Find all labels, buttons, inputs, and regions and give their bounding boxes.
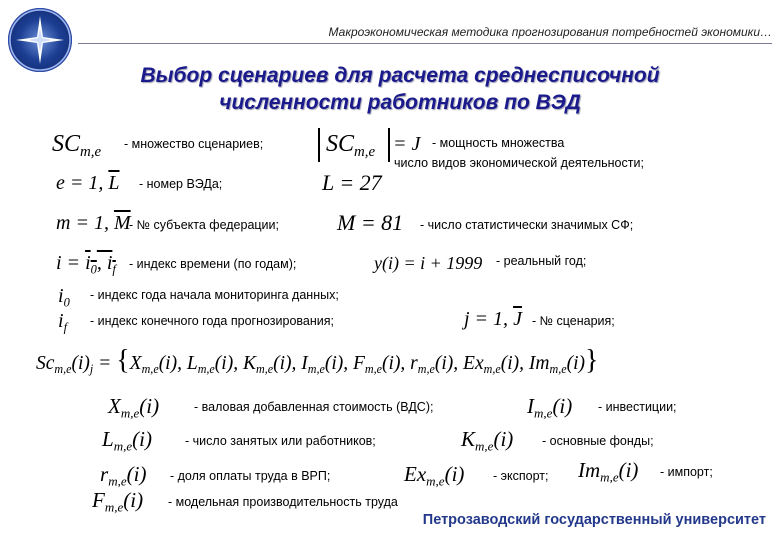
formula-sc: $SC_{m,e}$ (52, 131, 102, 161)
def-Ex-text: - экспорт; (493, 469, 549, 483)
formula-i: $i = i_0$, $i_f$ (56, 252, 116, 277)
formula-scenario-set: $Sc_{m,e}(i)_j = \{X_{m,e}(i)$, $L_{m,e}(i)$, $K_{m,e}(i)$, $I_{m,e}(i)$, $F_{m,e}(i)$, $r_{m,e}(i)$, $Ex_{m,e}(i)$, $Im_{m,e}(i)$} (36, 345, 599, 377)
def-sc-text: - множество сценариев; (124, 137, 264, 151)
slide-title-line-1: Выбор сценариев для расчета среднесписочной (140, 64, 660, 87)
formula-if: $i_f$ (58, 310, 68, 335)
abs-bar-right (388, 128, 390, 162)
formula-M: M = 81 (337, 210, 404, 235)
def-card-text2: число видов экономической деятельности; (394, 156, 644, 170)
formula-Im: $Im_{m,e}(i)$ (578, 458, 639, 485)
formula-X: $X_{m,e}(i)$ (108, 394, 160, 421)
def-card-text1: - мощность множества (432, 136, 565, 150)
formula-Ex: $Ex_{m,e}(i)$ (404, 462, 465, 489)
def-i0-text: - индекс года начала мониторинга данных; (90, 288, 339, 302)
formula-cardinality: $SC_{m,e}$ (326, 131, 376, 161)
formula-i0: $i_0$ (58, 285, 70, 310)
slide-title-line-2: численности работников по ВЭД (219, 91, 581, 114)
def-if-text: - индекс конечного года прогнозирования; (90, 314, 335, 328)
footer-university: Петрозаводский государственный университет (422, 512, 766, 528)
def-K-text: - основные фонды; (542, 434, 654, 448)
formula-cardinality-eq: = J (393, 133, 421, 155)
def-L-text: - число занятых или работников; (185, 434, 376, 448)
def-X-text: - валовая добавленная стоимость (ВДС); (194, 400, 434, 414)
def-r-text: - доля оплаты труда в ВРП; (170, 469, 331, 483)
def-j-text: - № сценария; (532, 314, 615, 328)
def-m-text: - № субъекта федерации; (129, 218, 279, 232)
formula-e: e = 1, $\overline{L}$ (56, 172, 120, 194)
formula-m: m = 1, $\overline{M}$ (56, 212, 131, 234)
formula-L: L = 27 (322, 170, 382, 195)
formula-L-var: $L_{m,e}(i)$ (102, 427, 152, 454)
def-e-text: - номер ВЭДа; (139, 177, 223, 191)
formula-F: $F_{m,e}(i)$ (92, 488, 144, 515)
header-divider (78, 43, 772, 44)
def-F-text: - модельная производительность труда (168, 495, 398, 509)
slide-title (60, 62, 740, 116)
formula-y: y(i) = i + 1999 (374, 253, 483, 273)
def-i-text: - индекс времени (по годам); (129, 257, 297, 271)
abs-bar-left (318, 128, 320, 162)
formula-j: j = 1, $\overline{J}$ (464, 308, 522, 330)
def-M-text: - число статистически значимых СФ; (420, 218, 634, 232)
header-title: Макроэкономическая методика прогнозирования потребностей экономики… (328, 25, 772, 39)
formula-K: $K_{m,e}(i)$ (461, 427, 514, 454)
def-y-text: - реальный год; (496, 254, 587, 268)
formula-I: $I_{m,e}(i)$ (527, 394, 573, 421)
def-Im-text: - импорт; (660, 465, 713, 479)
def-I-text: - инвестиции; (598, 400, 677, 414)
formula-r: $r_{m,e}(i)$ (100, 462, 147, 489)
